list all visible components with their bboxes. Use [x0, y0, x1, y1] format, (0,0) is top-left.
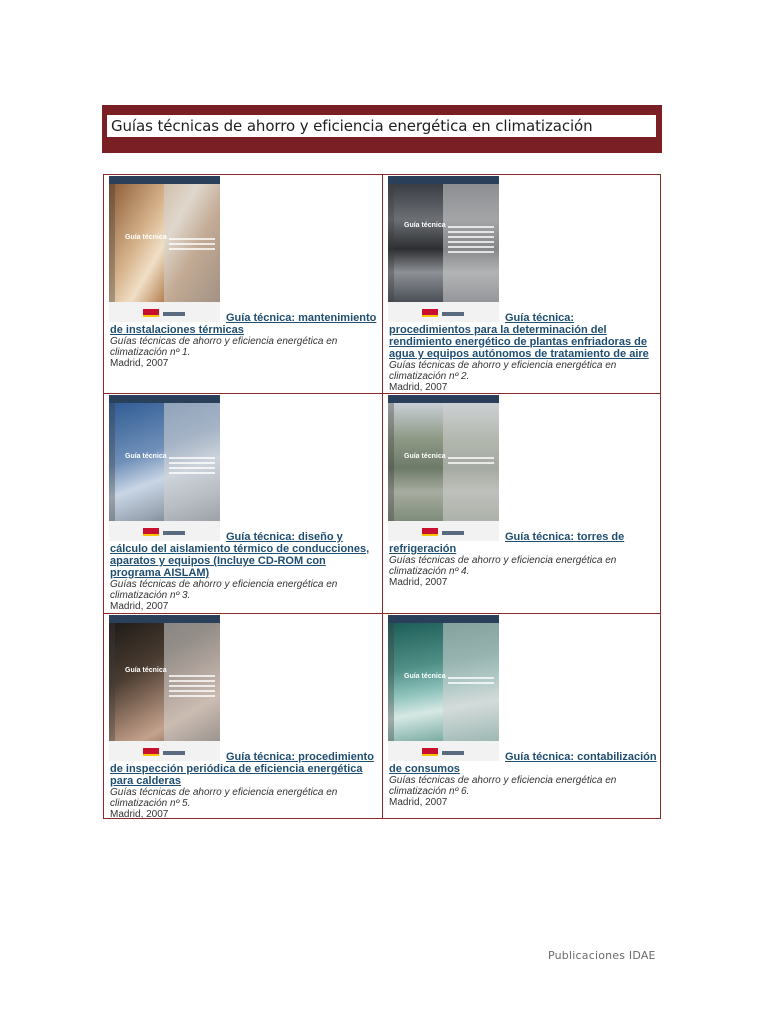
cover-label: Guía técnica [404, 453, 446, 460]
cover-label: Guía técnica [125, 453, 167, 460]
guide-series: Guías técnicas de ahorro y eficiencia energética en climatización nº 1. [110, 336, 338, 358]
guide-series: Guías técnicas de ahorro y eficiencia energética en climatización nº 2. [389, 360, 617, 382]
footer-publisher: Publicaciones IDAE [548, 949, 656, 962]
guide-link[interactable]: Guía técnica: procedimiento de inspección periódica de eficiencia energética para calderas [110, 751, 374, 787]
guide-series: Guías técnicas de ahorro y eficiencia energética en climatización nº 5. [110, 787, 338, 809]
guide-series: Guías técnicas de ahorro y eficiencia energética en climatización nº 6. [389, 775, 617, 797]
guide-cell-4 [383, 394, 661, 613]
guide-place-date: Madrid, 2007 [389, 382, 448, 393]
guide-place-date: Madrid, 2007 [389, 797, 448, 808]
guide-place-date: Madrid, 2007 [110, 809, 169, 820]
guide-entry [389, 312, 657, 393]
guide-entry [110, 312, 378, 369]
guide-place-date: Madrid, 2007 [389, 577, 448, 588]
guide-cover-image [109, 615, 220, 761]
guide-link[interactable]: Guía técnica: contabilización de consumos [389, 751, 657, 775]
guide-entry [389, 751, 657, 808]
guide-link[interactable]: Guía técnica: torres de refrigeración [389, 531, 625, 555]
guide-link[interactable]: Guía técnica: diseño y cálculo del aislamiento térmico de conducciones, aparatos y equipos (Incluye CD-ROM con programa AISLAM) [110, 531, 370, 579]
guide-series: Guías técnicas de ahorro y eficiencia energética en climatización nº 3. [110, 579, 338, 601]
guide-entry [389, 531, 657, 588]
page-header [102, 105, 662, 153]
title-bar [107, 115, 656, 137]
cover-label: Guía técnica [125, 234, 167, 241]
guide-place-date: Madrid, 2007 [110, 601, 169, 612]
guide-cell-3 [104, 394, 382, 613]
guide-cover-image [388, 176, 499, 322]
guide-cell-1 [104, 175, 382, 393]
guide-link[interactable]: Guía técnica: mantenimiento de instalaciones térmicas [110, 312, 377, 336]
guide-cover-image [388, 395, 499, 541]
guide-cell-2 [383, 175, 661, 393]
guide-series: Guías técnicas de ahorro y eficiencia energética en climatización nº 4. [389, 555, 617, 577]
cover-label: Guía técnica [404, 673, 446, 680]
guide-cover-image [388, 615, 499, 761]
guide-entry [110, 531, 378, 612]
page-title: Guías técnicas de ahorro y eficiencia energética en climatización [111, 117, 593, 135]
guide-cover-image [109, 176, 220, 322]
cover-label: Guía técnica [404, 222, 446, 229]
guide-cell-5 [104, 614, 382, 819]
guide-cell-6 [383, 614, 661, 819]
guides-table [103, 174, 661, 819]
guide-place-date: Madrid, 2007 [110, 358, 169, 369]
cover-label: Guía técnica [125, 667, 167, 674]
guide-cover-image [109, 395, 220, 541]
guide-entry [110, 751, 378, 820]
guide-link[interactable]: Guía técnica: procedimientos para la determinación del rendimiento energético de plantas enfriadoras de agua y equipos autónomos de tratamiento de aire [389, 312, 649, 360]
